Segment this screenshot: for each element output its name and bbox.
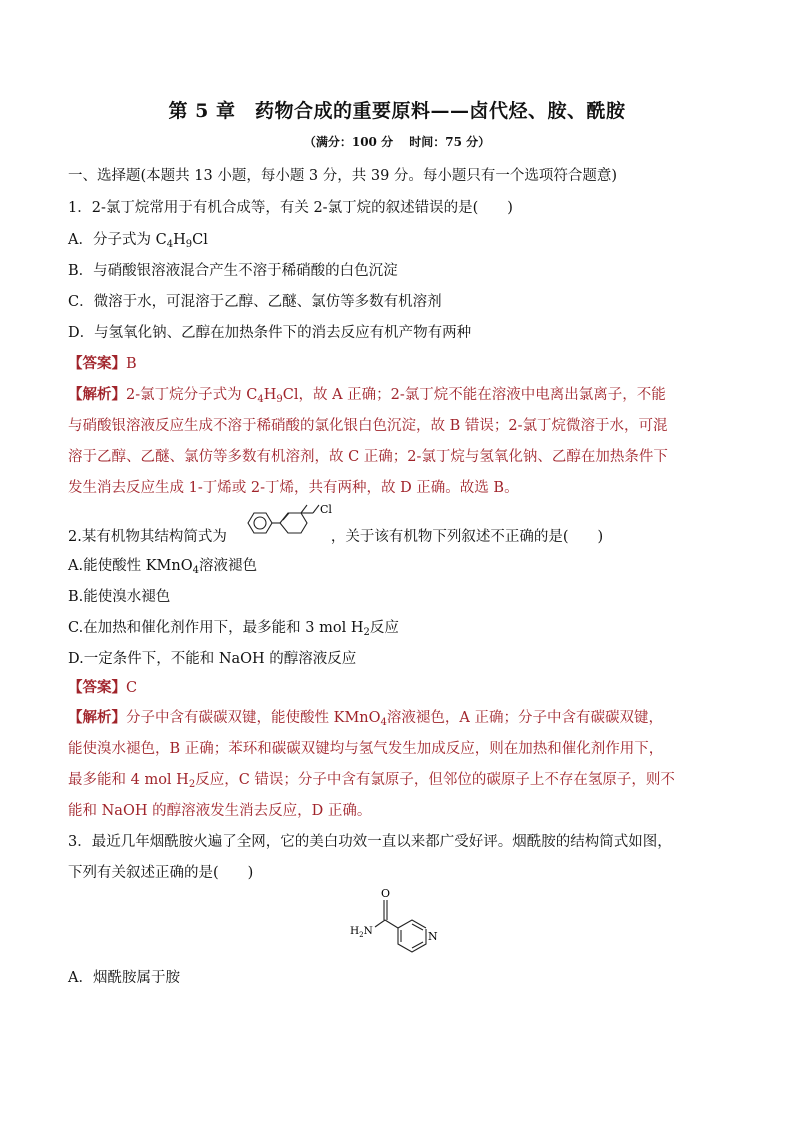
q1-analysis-line-4: 发生消去反应生成 1-丁烯或 2-丁烯，共有两种，故 D 正确。故选 B。 — [68, 480, 519, 496]
methyl-bond — [301, 505, 307, 513]
q2-stem: 2.某有机物其结构简式为 ，关于该有机物下列叙述不正确的是( ) — [68, 529, 604, 545]
benzene-ring-shape — [248, 513, 272, 533]
q1-option-a: A．分子式为 $C_4H_9Cl$ — [68, 232, 208, 250]
ring-link-bond — [385, 920, 398, 928]
oxygen-label: O — [381, 887, 391, 900]
page-title: 第 5 章 药物合成的重要原料——卤代烃、胺、酰胺 — [168, 100, 626, 122]
q2-option-b: B.能使溴水褪色 — [68, 589, 171, 605]
amide-cn-bond — [375, 920, 385, 927]
cyclohexene-ring-shape — [280, 513, 307, 533]
q3-stem-line-2: 下列有关叙述正确的是( ) — [68, 865, 254, 881]
q1-analysis-line-1: 【解析】2-氯丁烷分子式为 $C_4H_9Cl$，故 A 正确；2-氯丁烷不能在溶液中电离出氯离子，不能 — [68, 386, 666, 405]
amine-label: $H_2N$ — [350, 925, 373, 939]
q2-analysis-line-2: 能使溴水褪色，B 正确；苯环和碳碳双键均与氢气发生加成反应，则在加热和催化剂作用下， — [68, 741, 664, 757]
q1-analysis-line-2: 与硝酸银溶液反应生成不溶于稀硝酸的氯化银白色沉淀，故 B 错误；2-氯丁烷微溶于水，可混 — [68, 418, 668, 434]
chlorine-label: Cl — [320, 503, 332, 516]
q2-analysis-line-3: 最多能和 4 mol $H_2$反应，C 错误；分子中含有氯原子，但邻位的碳原子上不存在氢原子，则不 — [68, 772, 675, 790]
q2-option-a: A.能使酸性 KMnO$_4$溶液褪色 — [68, 558, 257, 576]
q1-option-d: D．与氢氧化钠、乙醇在加热条件下的消去反应有机产物有两种 — [68, 325, 472, 341]
q2-answer: 【答案】C — [68, 679, 138, 696]
q3-structure-image — [342, 886, 452, 958]
q2-option-c: C.在加热和催化剂作用下，最多能和 3 mol $H_2$反应 — [68, 620, 399, 638]
q1-stem: 1．2-氯丁烷常用于有机合成等，有关 2-氯丁烷的叙述错误的是( ) — [68, 200, 513, 216]
q1-analysis-line-3: 溶于乙醇、乙醚、氯仿等多数有机溶剂，故 C 正确；2-氯丁烷与氢氧化钠、乙醇在加热条件下 — [68, 449, 668, 465]
benzene-aromatic-circle — [254, 517, 266, 529]
ring-nitrogen-label: N — [428, 930, 438, 943]
ch2cl-bond-2 — [313, 505, 319, 513]
section-heading: 一、选择题(本题共 13 小题，每小题 3 分，共 39 分。每小题只有一个选项符合题意) — [68, 168, 618, 184]
q3-option-a: A．烟酰胺属于胺 — [68, 970, 180, 986]
q1-answer: 【答案】B — [68, 355, 137, 372]
q2-option-d: D.一定条件下，不能和 NaOH 的醇溶液反应 — [68, 651, 357, 667]
pyridine-ring-shape — [398, 920, 426, 952]
q2-analysis-line-4: 能和 NaOH 的醇溶液发生消去反应，D 正确。 — [68, 803, 372, 819]
exam-meta: （满分：100 分 时间：75 分） — [303, 135, 491, 149]
q2-structure-image — [243, 503, 349, 545]
q1-option-c: C．微溶于水，可混溶于乙醇、乙醚、氯仿等多数有机溶剂 — [68, 294, 442, 310]
q3-stem-line-1: 3．最近几年烟酰胺火遍了全网，它的美白功效一直以来都广受好评。烟酰胺的结构简式如图， — [68, 834, 672, 850]
q1-option-b: B．与硝酸银溶液混合产生不溶于稀硝酸的白色沉淀 — [68, 263, 398, 279]
q2-analysis-line-1: 【解析】分子中含有碳碳双键，能使酸性 KMnO$_4$溶液褪色，A 正确；分子中含有碳碳双键， — [68, 709, 663, 728]
ring-double-bond — [283, 513, 289, 520]
